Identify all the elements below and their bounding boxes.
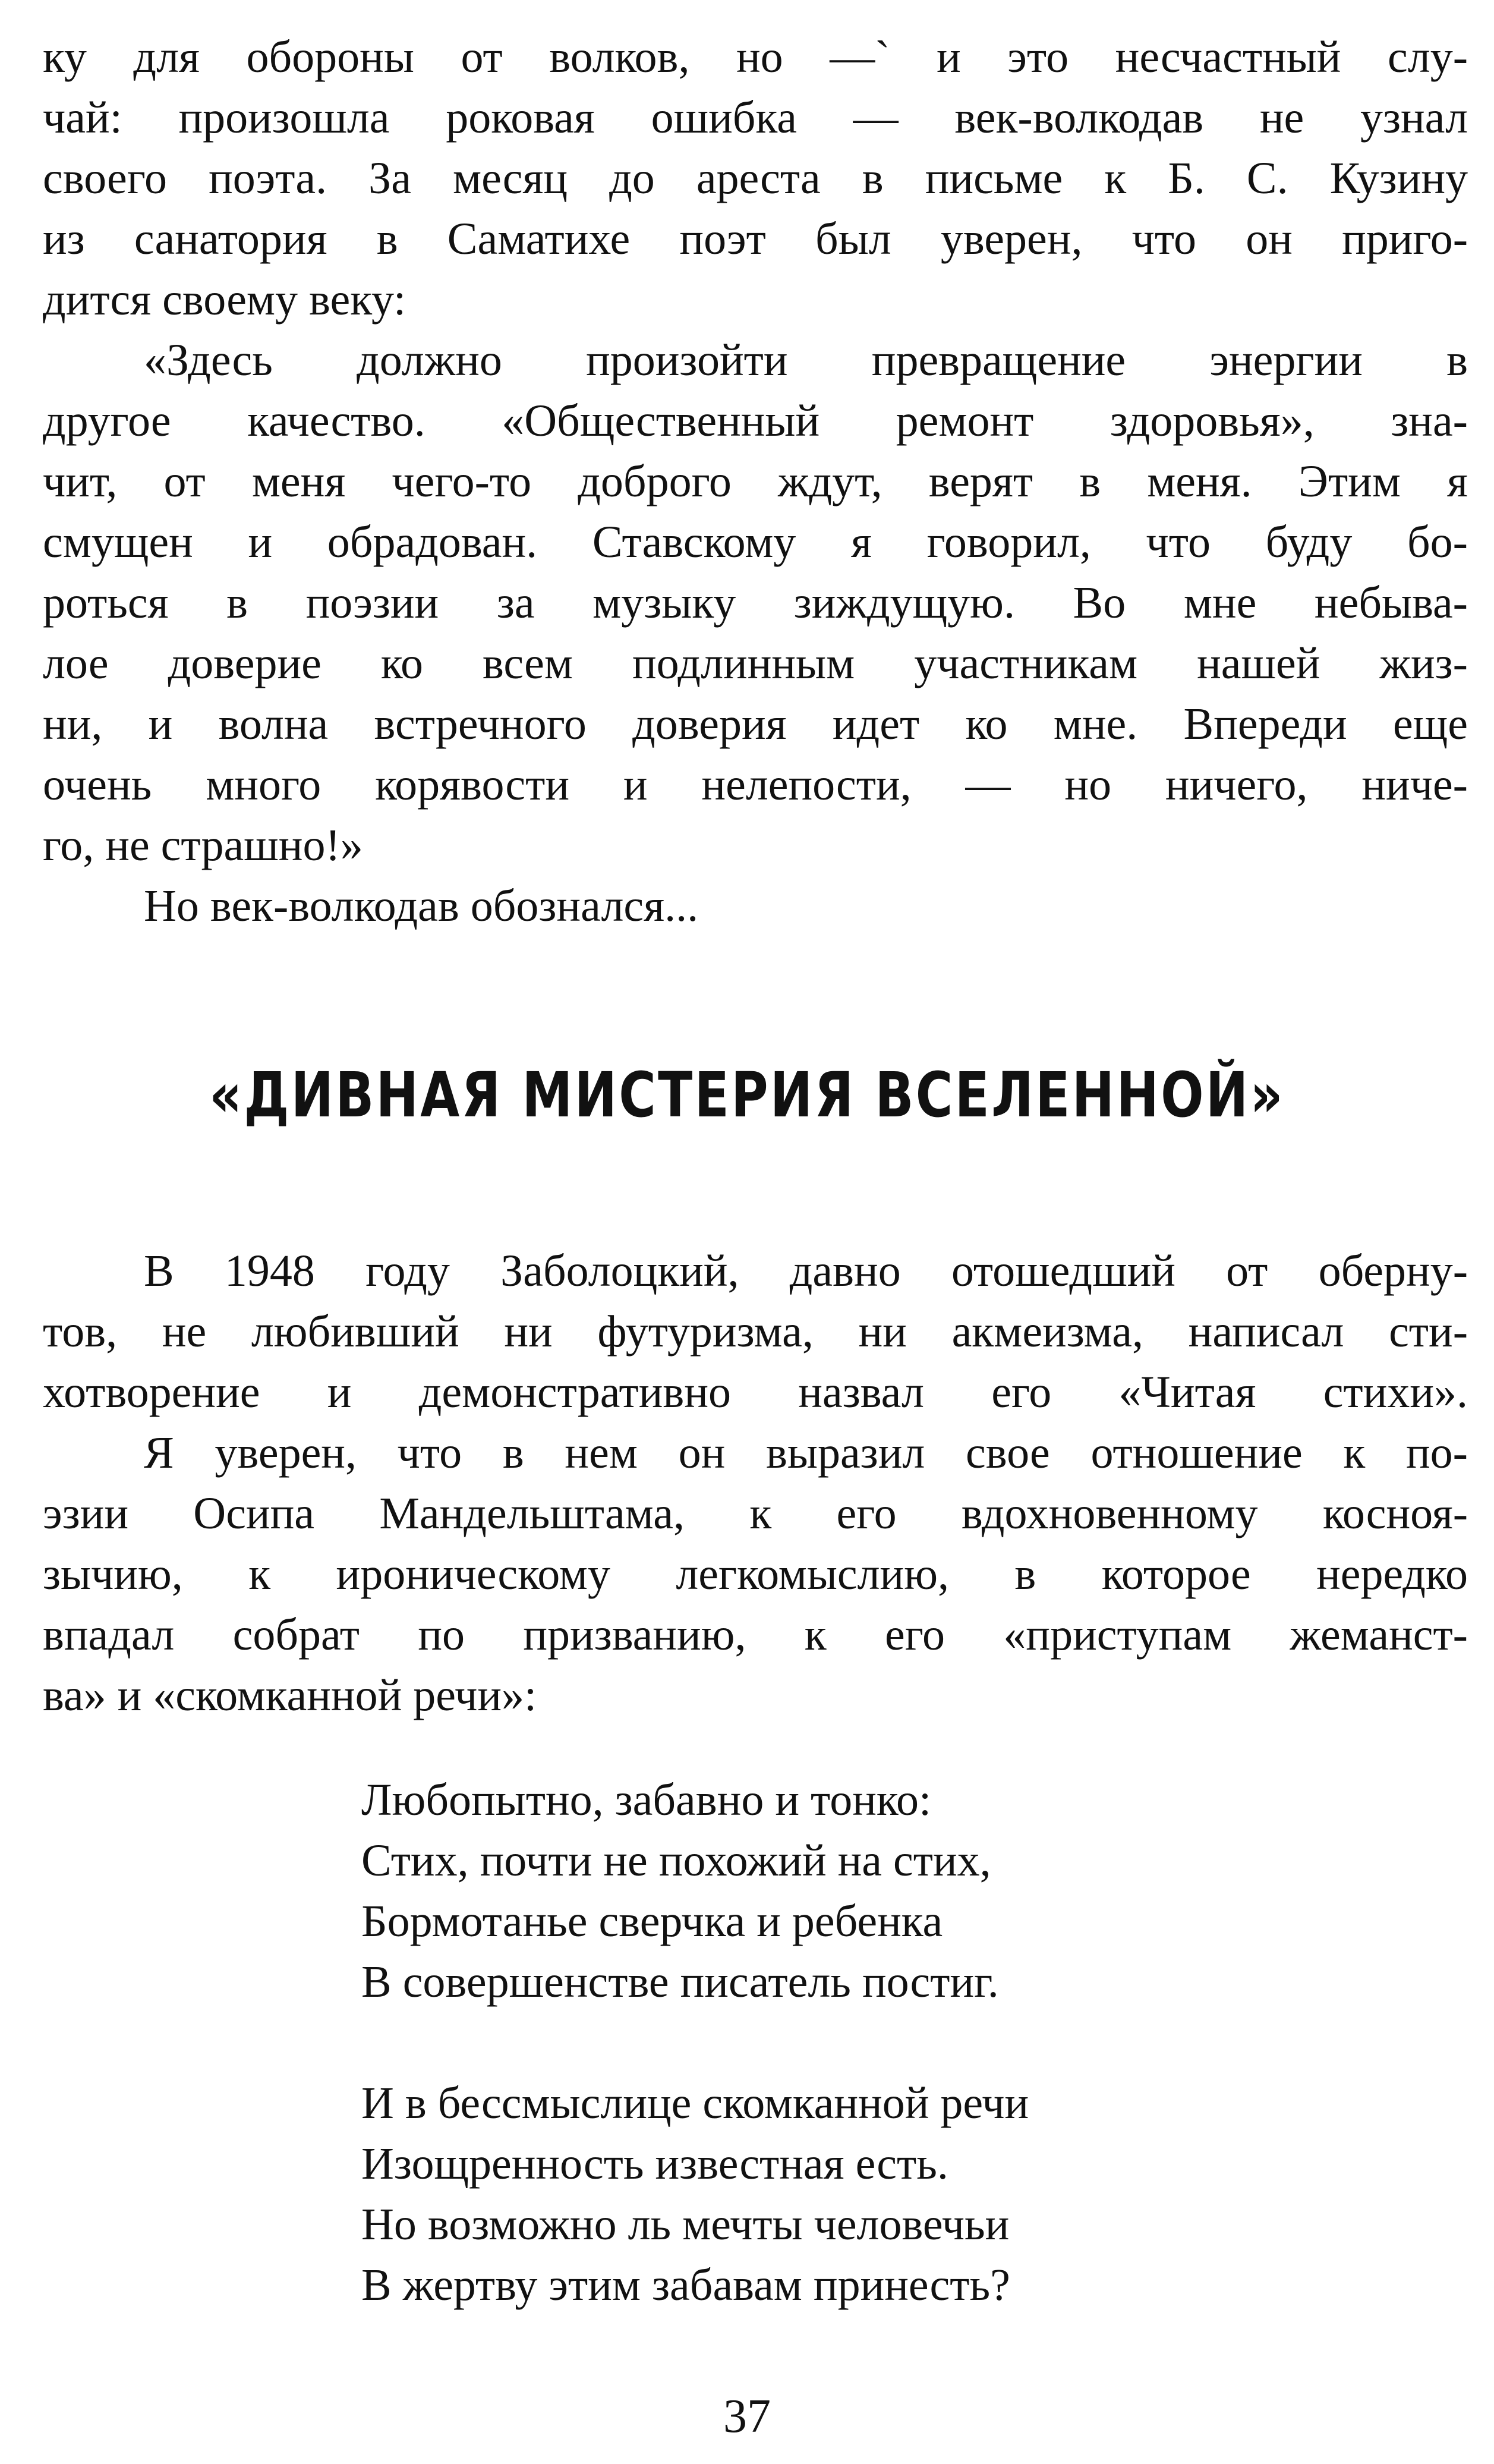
body-text-line: В 1948 году Заболоцкий, давно отошедший от оберну-: [144, 1246, 1468, 1296]
body-text-line: впадал собрат по призванию, к его «приступам жеманст-: [43, 1610, 1468, 1660]
quote-text-line: очень много корявости и нелепости, — но ничего, ниче-: [43, 760, 1468, 810]
poem-line: Стих, почти не похожий на стих,: [361, 1836, 991, 1886]
quote-text-line: смущен и обрадован. Ставскому я говорил, что буду бо-: [43, 517, 1468, 567]
quote-text-line: другое качество. «Общественный ремонт здоровья», зна-: [43, 396, 1468, 446]
quote-text-line: чит, от меня чего-то доброго ждут, верят в меня. Этим я: [43, 457, 1468, 506]
poem-line: Любопытно, забавно и тонко:: [361, 1775, 932, 1825]
body-text-line: из санатория в Саматихе поэт был уверен, что он приго-: [43, 214, 1468, 264]
quote-text-line: ни, и волна встречного доверия идет ко мне. Впереди еще: [43, 699, 1468, 749]
body-text-line: ва» и «скомканной речи»:: [43, 1670, 537, 1720]
body-text-line: хотворение и демонстративно назвал его «Читая стихи».: [43, 1367, 1468, 1417]
poem-line: В совершенстве писатель постиг.: [361, 1957, 999, 2007]
body-text-line: дится своему веку:: [43, 275, 406, 325]
body-text-line: ку для обороны от волков, но —` и это несчастный слу-: [43, 32, 1468, 82]
closing-line: Но век-волкодав обознался...: [144, 881, 699, 931]
poem-line: И в бессмыслице скомканной речи: [361, 2078, 1029, 2128]
poem-line: В жертву этим забавам принесть?: [361, 2260, 1010, 2310]
page-number: 37: [723, 2390, 771, 2443]
body-text-line: чай: произошла роковая ошибка — век-волкодав не узнал: [43, 93, 1468, 143]
quote-text-line: «Здесь должно произойти превращение энергии в: [144, 335, 1468, 385]
poem-line: Изощренность известная есть.: [361, 2139, 948, 2189]
section-heading: «ДИВНАЯ МИСТЕРИЯ ВСЕЛЕННОЙ»: [209, 1059, 1285, 1131]
poem-line: Но возможно ль мечты человечьи: [361, 2199, 1010, 2249]
body-text-line: своего поэта. За месяц до ареста в письме к Б. С. Кузину: [43, 153, 1468, 203]
quote-text-line: лое доверие ко всем подлинным участникам нашей жиз-: [43, 638, 1468, 688]
body-text-line: зычию, к ироническому легкомыслию, в которое нередко: [43, 1549, 1468, 1599]
body-text-line: эзии Осипа Мандельштама, к его вдохновенному косноя-: [43, 1489, 1468, 1538]
body-text-line: Я уверен, что в нем он выразил свое отношение к по-: [144, 1428, 1468, 1478]
body-text-line: тов, не любивший ни футуризма, ни акмеизма, написал сти-: [43, 1307, 1468, 1357]
quote-text-line: роться в поэзии за музыку зиждущую. Во мне небыва-: [43, 578, 1468, 628]
poem-line: Бормотанье сверчка и ребенка: [361, 1896, 943, 1946]
quote-text-line: го, не страшно!»: [43, 820, 363, 870]
